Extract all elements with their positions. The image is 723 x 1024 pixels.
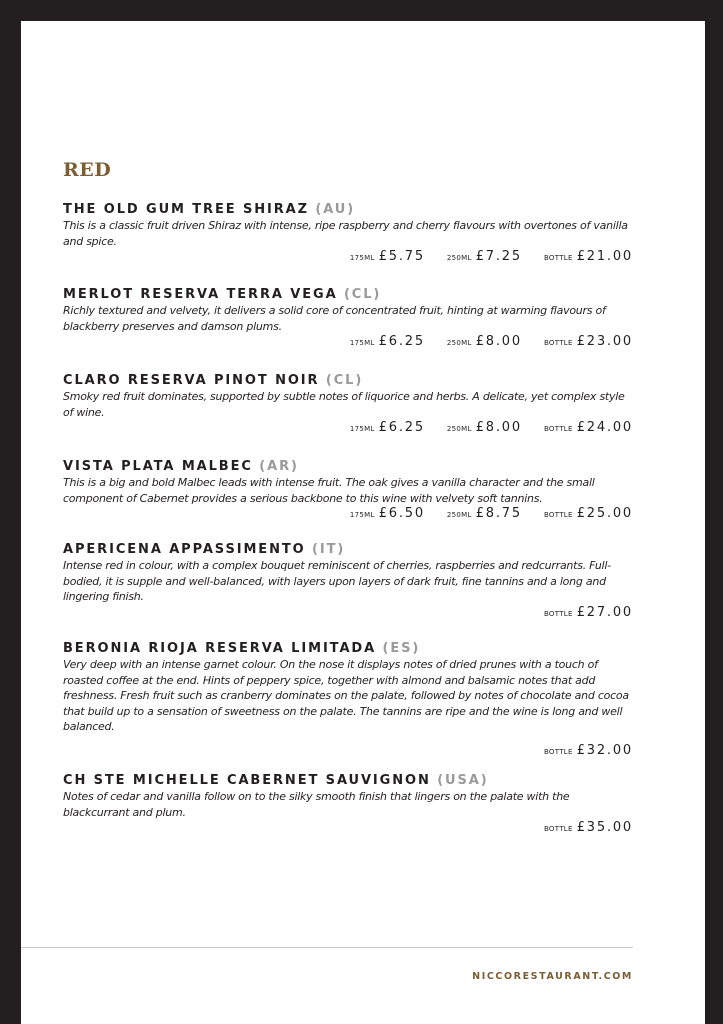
price-bottle: BOTTLE £23.00 <box>543 334 633 349</box>
wine-name: APERICENA APPASSIMENTO (IT) <box>63 542 346 557</box>
wine-description: Smoky red fruit dominates, supported by subtle notes of liquorice and herbs. A delicate, yet complex style of wine. <box>63 390 625 419</box>
wine-item-merlot <box>63 286 633 349</box>
wine-name: CH STE MICHELLE CABERNET SAUVIGNON (USA) <box>63 773 489 788</box>
wine-description: Intense red in colour, with a complex bouquet reminiscent of cherries, raspberries and redcurrants. Full-bodied, it is supple and well-balanced, with layers upon layers of dark fruit, fine tannins and a long and lingering finish. <box>63 559 611 603</box>
wine-item-cabernet <box>63 772 633 835</box>
price-250ml: 250ML £8.75 <box>446 506 522 521</box>
wine-description: This is a classic fruit driven Shiraz with intense, ripe raspberry and cherry flavours with overtones of vanilla and spice. <box>63 219 628 248</box>
wine-name: MERLOT RESERVA TERRA VEGA (CL) <box>63 287 382 302</box>
wine-item-pinot-noir <box>63 372 633 435</box>
wine-prices <box>63 820 633 835</box>
menu-page <box>21 21 705 1024</box>
wine-item-shiraz <box>63 201 633 264</box>
price-bottle: BOTTLE £21.00 <box>543 249 633 264</box>
price-175ml: 175ML £6.25 <box>349 420 425 435</box>
wine-prices <box>63 249 633 264</box>
wine-origin: (AR) <box>259 459 299 474</box>
section-title: RED <box>63 159 112 181</box>
price-bottle: BOTTLE £24.00 <box>543 420 633 435</box>
price-175ml: 175ML £6.50 <box>349 506 425 521</box>
wine-name: THE OLD GUM TREE SHIRAZ (AU) <box>63 202 356 217</box>
wine-description: Richly textured and velvety, it delivers a solid core of concentrated fruit, hinting at warming flavours of blackberry preserves and damson plums. <box>63 304 606 333</box>
footer-divider <box>21 947 633 948</box>
price-bottle: BOTTLE £35.00 <box>543 820 633 835</box>
wine-description: Notes of cedar and vanilla follow on to the silky smooth finish that lingers on the palate with the blackcurrant and plum. <box>63 790 570 819</box>
wine-description: This is a big and bold Malbec leads with intense fruit. The oak gives a vanilla character and the small component of Cabernet provides a serious backbone to this wine with velvety soft tannins. <box>63 476 595 505</box>
wine-prices <box>63 420 633 435</box>
price-175ml: 175ML £5.75 <box>349 249 425 264</box>
price-250ml: 250ML £8.00 <box>446 420 522 435</box>
wine-item-rioja <box>63 640 633 758</box>
wine-prices <box>63 334 633 349</box>
wine-origin: (CL) <box>343 287 382 302</box>
wine-origin: (IT) <box>312 542 346 557</box>
price-bottle: BOTTLE £27.00 <box>543 604 633 620</box>
wine-prices <box>63 506 633 521</box>
wine-description: Very deep with an intense garnet colour. On the nose it displays notes of dried prunes with a touch of roasted coffee at the end. Hints of peppery spice, together with almond and balsamic notes that add freshness. Fresh fruit such as cranberry dominates on the palate, followed by notes of chocolate and cocoa that build up to a sensation of sweetness on the palate. The tannins are ripe and the wine is long and well balanced. <box>63 658 629 733</box>
price-250ml: 250ML £8.00 <box>446 334 522 349</box>
wine-origin: (AU) <box>315 202 356 217</box>
wine-name: VISTA PLATA MALBEC (AR) <box>63 459 299 474</box>
price-175ml: 175ML £6.25 <box>349 334 425 349</box>
wine-origin: (USA) <box>437 773 489 788</box>
wine-name: CLARO RESERVA PINOT NOIR (CL) <box>63 373 364 388</box>
wine-prices <box>63 743 633 758</box>
wine-name: BERONIA RIOJA RESERVA LIMITADA (ES) <box>63 641 421 656</box>
wine-prices <box>63 605 633 620</box>
price-bottle: BOTTLE £32.00 <box>543 742 633 758</box>
website-link[interactable]: NICCORESTAURANT.COM <box>472 971 633 982</box>
wine-origin: (CL) <box>325 373 364 388</box>
price-250ml: 250ML £7.25 <box>446 249 522 264</box>
wine-origin: (ES) <box>382 641 421 656</box>
wine-item-appassimento <box>63 541 633 620</box>
wine-item-malbec <box>63 458 633 521</box>
price-bottle: BOTTLE £25.00 <box>543 506 633 521</box>
